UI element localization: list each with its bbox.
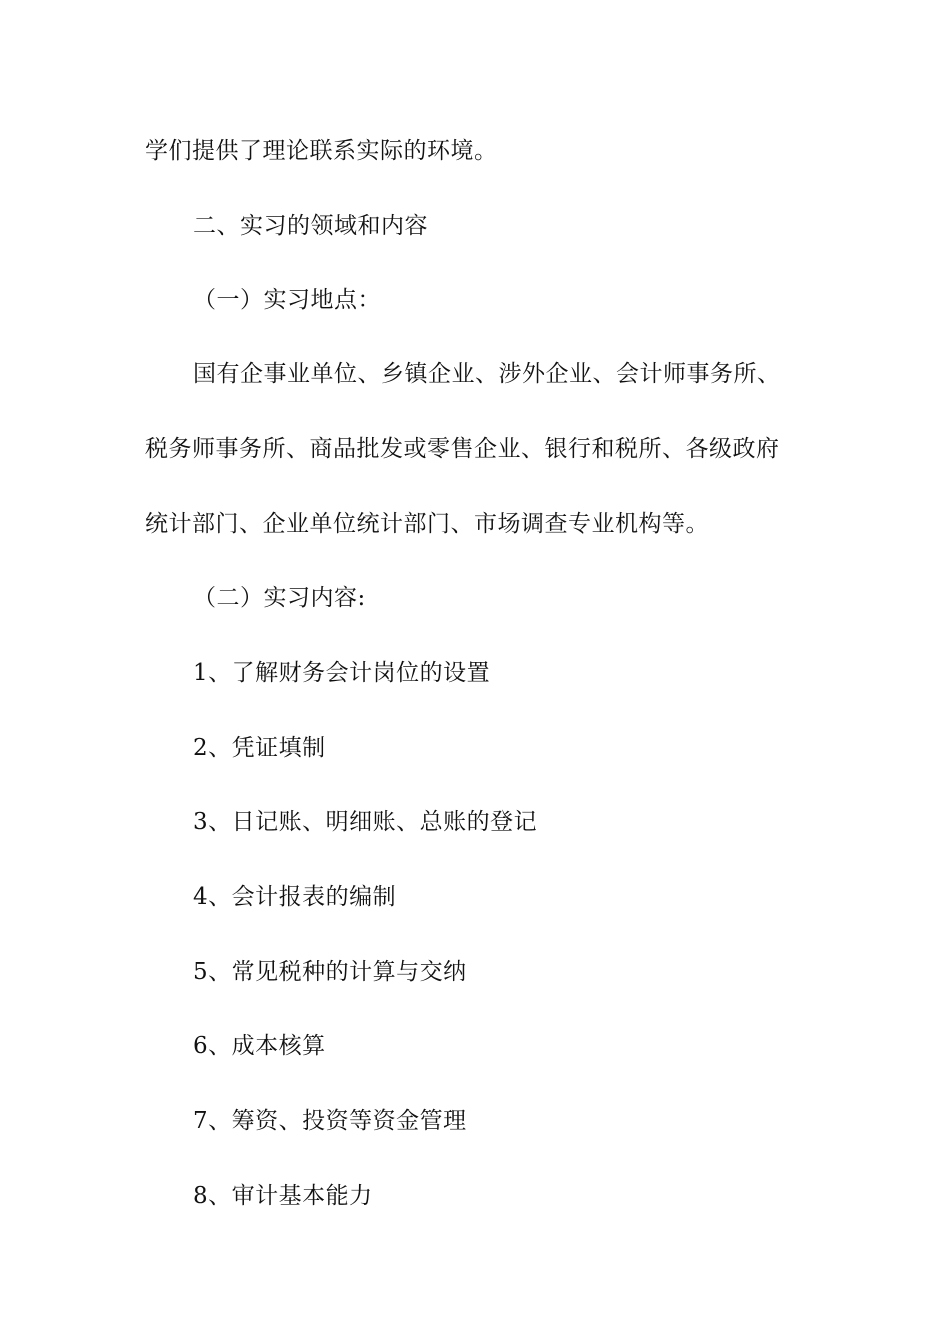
list-item: 7、筹资、投资等资金管理 <box>193 1108 467 1134</box>
list-item: 6、成本核算 <box>193 1033 326 1059</box>
list-item: 2、凭证填制 <box>193 735 326 761</box>
paragraph-continuation: 学们提供了理论联系实际的环境。 <box>145 138 498 164</box>
list-item: 5、常见税种的计算与交纳 <box>193 959 467 985</box>
subsection-heading-content: （二）实习内容: <box>193 585 366 611</box>
list-item: 1、了解财务会计岗位的设置 <box>193 660 491 686</box>
list-item: 8、审计基本能力 <box>193 1183 373 1209</box>
subsection-heading-location: （一）实习地点： <box>193 287 381 313</box>
location-paragraph-line-1: 国有企事业单位、乡镇企业、涉外企业、会计师事务所、 <box>193 361 781 387</box>
section-heading: 二、实习的领域和内容 <box>193 213 428 239</box>
list-item: 3、日记账、明细账、总账的登记 <box>193 809 538 835</box>
list-item: 4、会计报表的编制 <box>193 884 397 910</box>
location-paragraph-line-3: 统计部门、企业单位统计部门、市场调查专业机构等。 <box>145 511 709 537</box>
location-paragraph-line-2: 税务师事务所、商品批发或零售企业、银行和税所、各级政府 <box>145 436 780 462</box>
